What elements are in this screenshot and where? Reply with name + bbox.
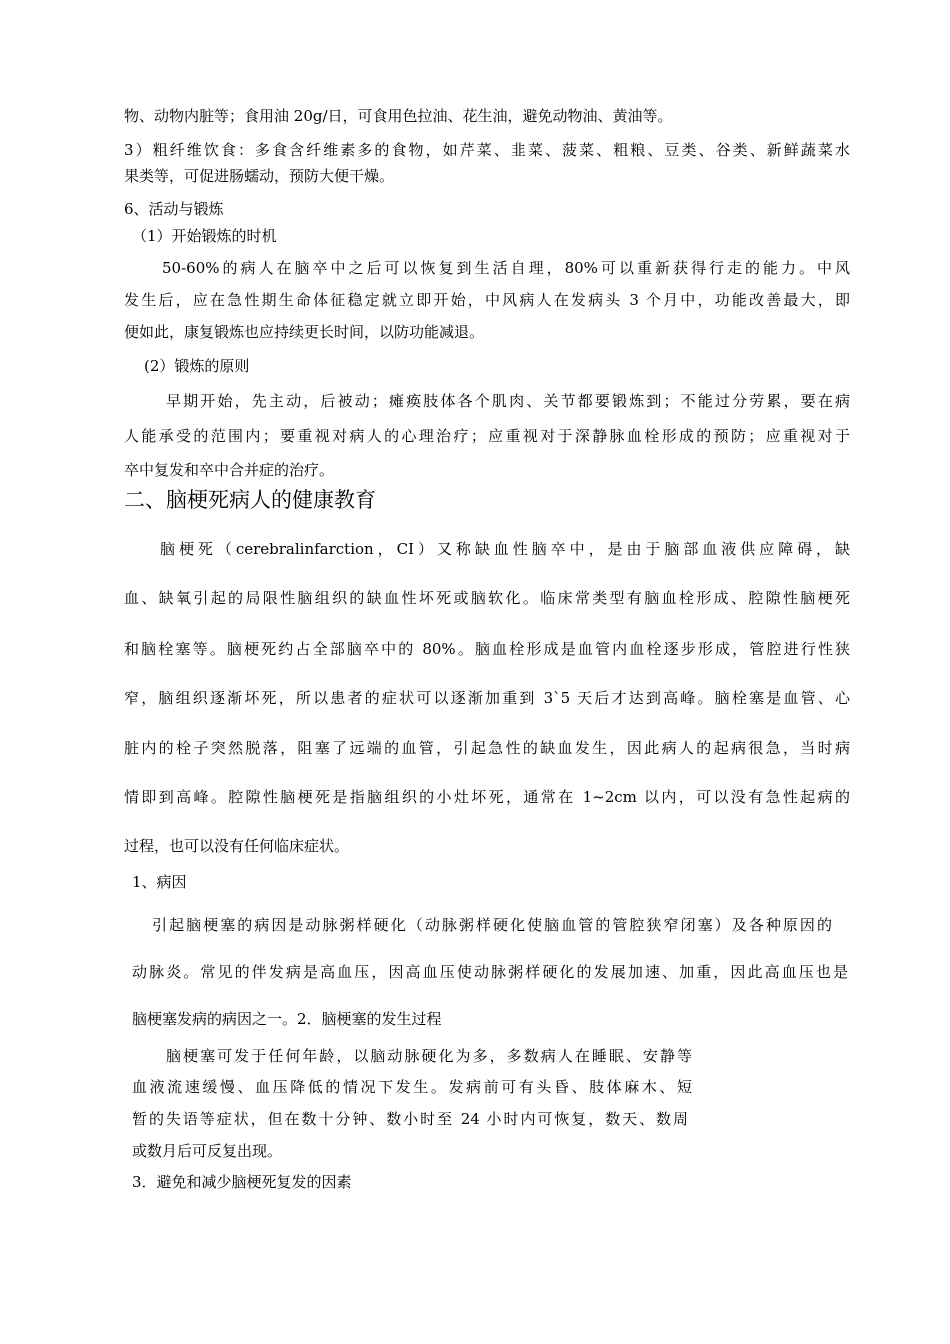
text-line: 脑梗死（cerebralinfarction，CI）又称缺血性脑卒中，是由于脑部血液供应障碍，缺 [160,540,850,558]
text-line: 脑梗塞可发于任何年龄，以脑动脉硬化为多，多数病人在睡眠、安静等 [166,1047,692,1065]
text-line: 动脉炎。常见的伴发病是高血压，因高血压使动脉粥样硬化的发展加速、加重，因此高血压也是 [132,963,848,981]
text-line: 血液流速缓慢、血压降低的情况下发生。发病前可有头昏、肢体麻木、短 [132,1078,692,1096]
text-line: 暂的失语等症状，但在数十分钟、数小时至 24 小时内可恢复，数天、数周 [132,1110,688,1128]
text-line: 情即到高峰。腔隙性脑梗死是指脑组织的小灶坏死，通常在 1~2cm 以内，可以没有急性起病的 [124,788,850,806]
text-line: 早期开始，先主动，后被动；瘫痪肢体各个肌肉、关节都要锻炼到；不能过分劳累，要在病 [166,392,850,410]
text-line: 发生后，应在急性期生命体征稳定就立即开始，中风病人在发病头 3 个月中，功能改善最大，即 [124,291,850,309]
section-heading: 3．避免和减少脑梗死复发的因素 [132,1173,352,1191]
text-line: 果类等，可促进肠蠕动，预防大便干燥。 [124,167,395,185]
text-line: 50-60%的病人在脑卒中之后可以恢复到生活自理，80%可以重新获得行走的能力。中风 [162,259,850,277]
text-line: 脑梗塞发病的病因之一。2．脑梗塞的发生过程 [132,1010,442,1028]
text-line: 和脑栓塞等。脑梗死约占全部脑卒中的 80%。脑血栓形成是血管内血栓逐步形成，管腔进行性狭 [124,640,850,658]
text-line: 脏内的栓子突然脱落，阻塞了远端的血管，引起急性的缺血发生，因此病人的起病很急，当时病 [124,739,850,757]
text-line: 物、动物内脏等；食用油 20g/日，可食用色拉油、花生油，避免动物油、黄油等。 [124,107,673,125]
text-line: 3）粗纤维饮食：多食含纤维素多的食物，如芹菜、韭菜、菠菜、粗粮、豆类、谷类、新鲜蔬菜水 [124,141,850,159]
section-heading: 1、病因 [132,873,187,891]
text-line: 窄，脑组织逐渐坏死，所以患者的症状可以逐渐加重到 3`5 天后才达到高峰。脑栓塞是血管、心 [124,689,850,707]
text-line: 血、缺氧引起的局限性脑组织的缺血性坏死或脑软化。临床常类型有脑血栓形成、腔隙性脑梗死 [124,589,850,607]
chapter-title: 二、脑梗死病人的健康教育 [124,488,376,512]
text-line: 过程，也可以没有任何临床症状。 [124,837,350,855]
section-heading: 6、活动与锻炼 [124,200,224,218]
text-line: 卒中复发和卒中合并症的治疗。 [124,461,335,479]
text-line: 引起脑梗塞的病因是动脉粥样硬化（动脉粥样硬化使脑血管的管腔狭窄闭塞）及各种原因的 [152,916,832,934]
text-line: 便如此，康复锻炼也应持续更长时间，以防功能减退。 [124,323,485,341]
text-line: 或数月后可反复出现。 [132,1142,283,1160]
text-line: 人能承受的范围内；要重视对病人的心理治疗；应重视对于深静脉血栓形成的预防；应重视对于 [124,427,850,445]
subsection-heading: (2）锻炼的原则 [144,357,250,375]
subsection-heading: （1）开始锻炼的时机 [132,227,277,245]
